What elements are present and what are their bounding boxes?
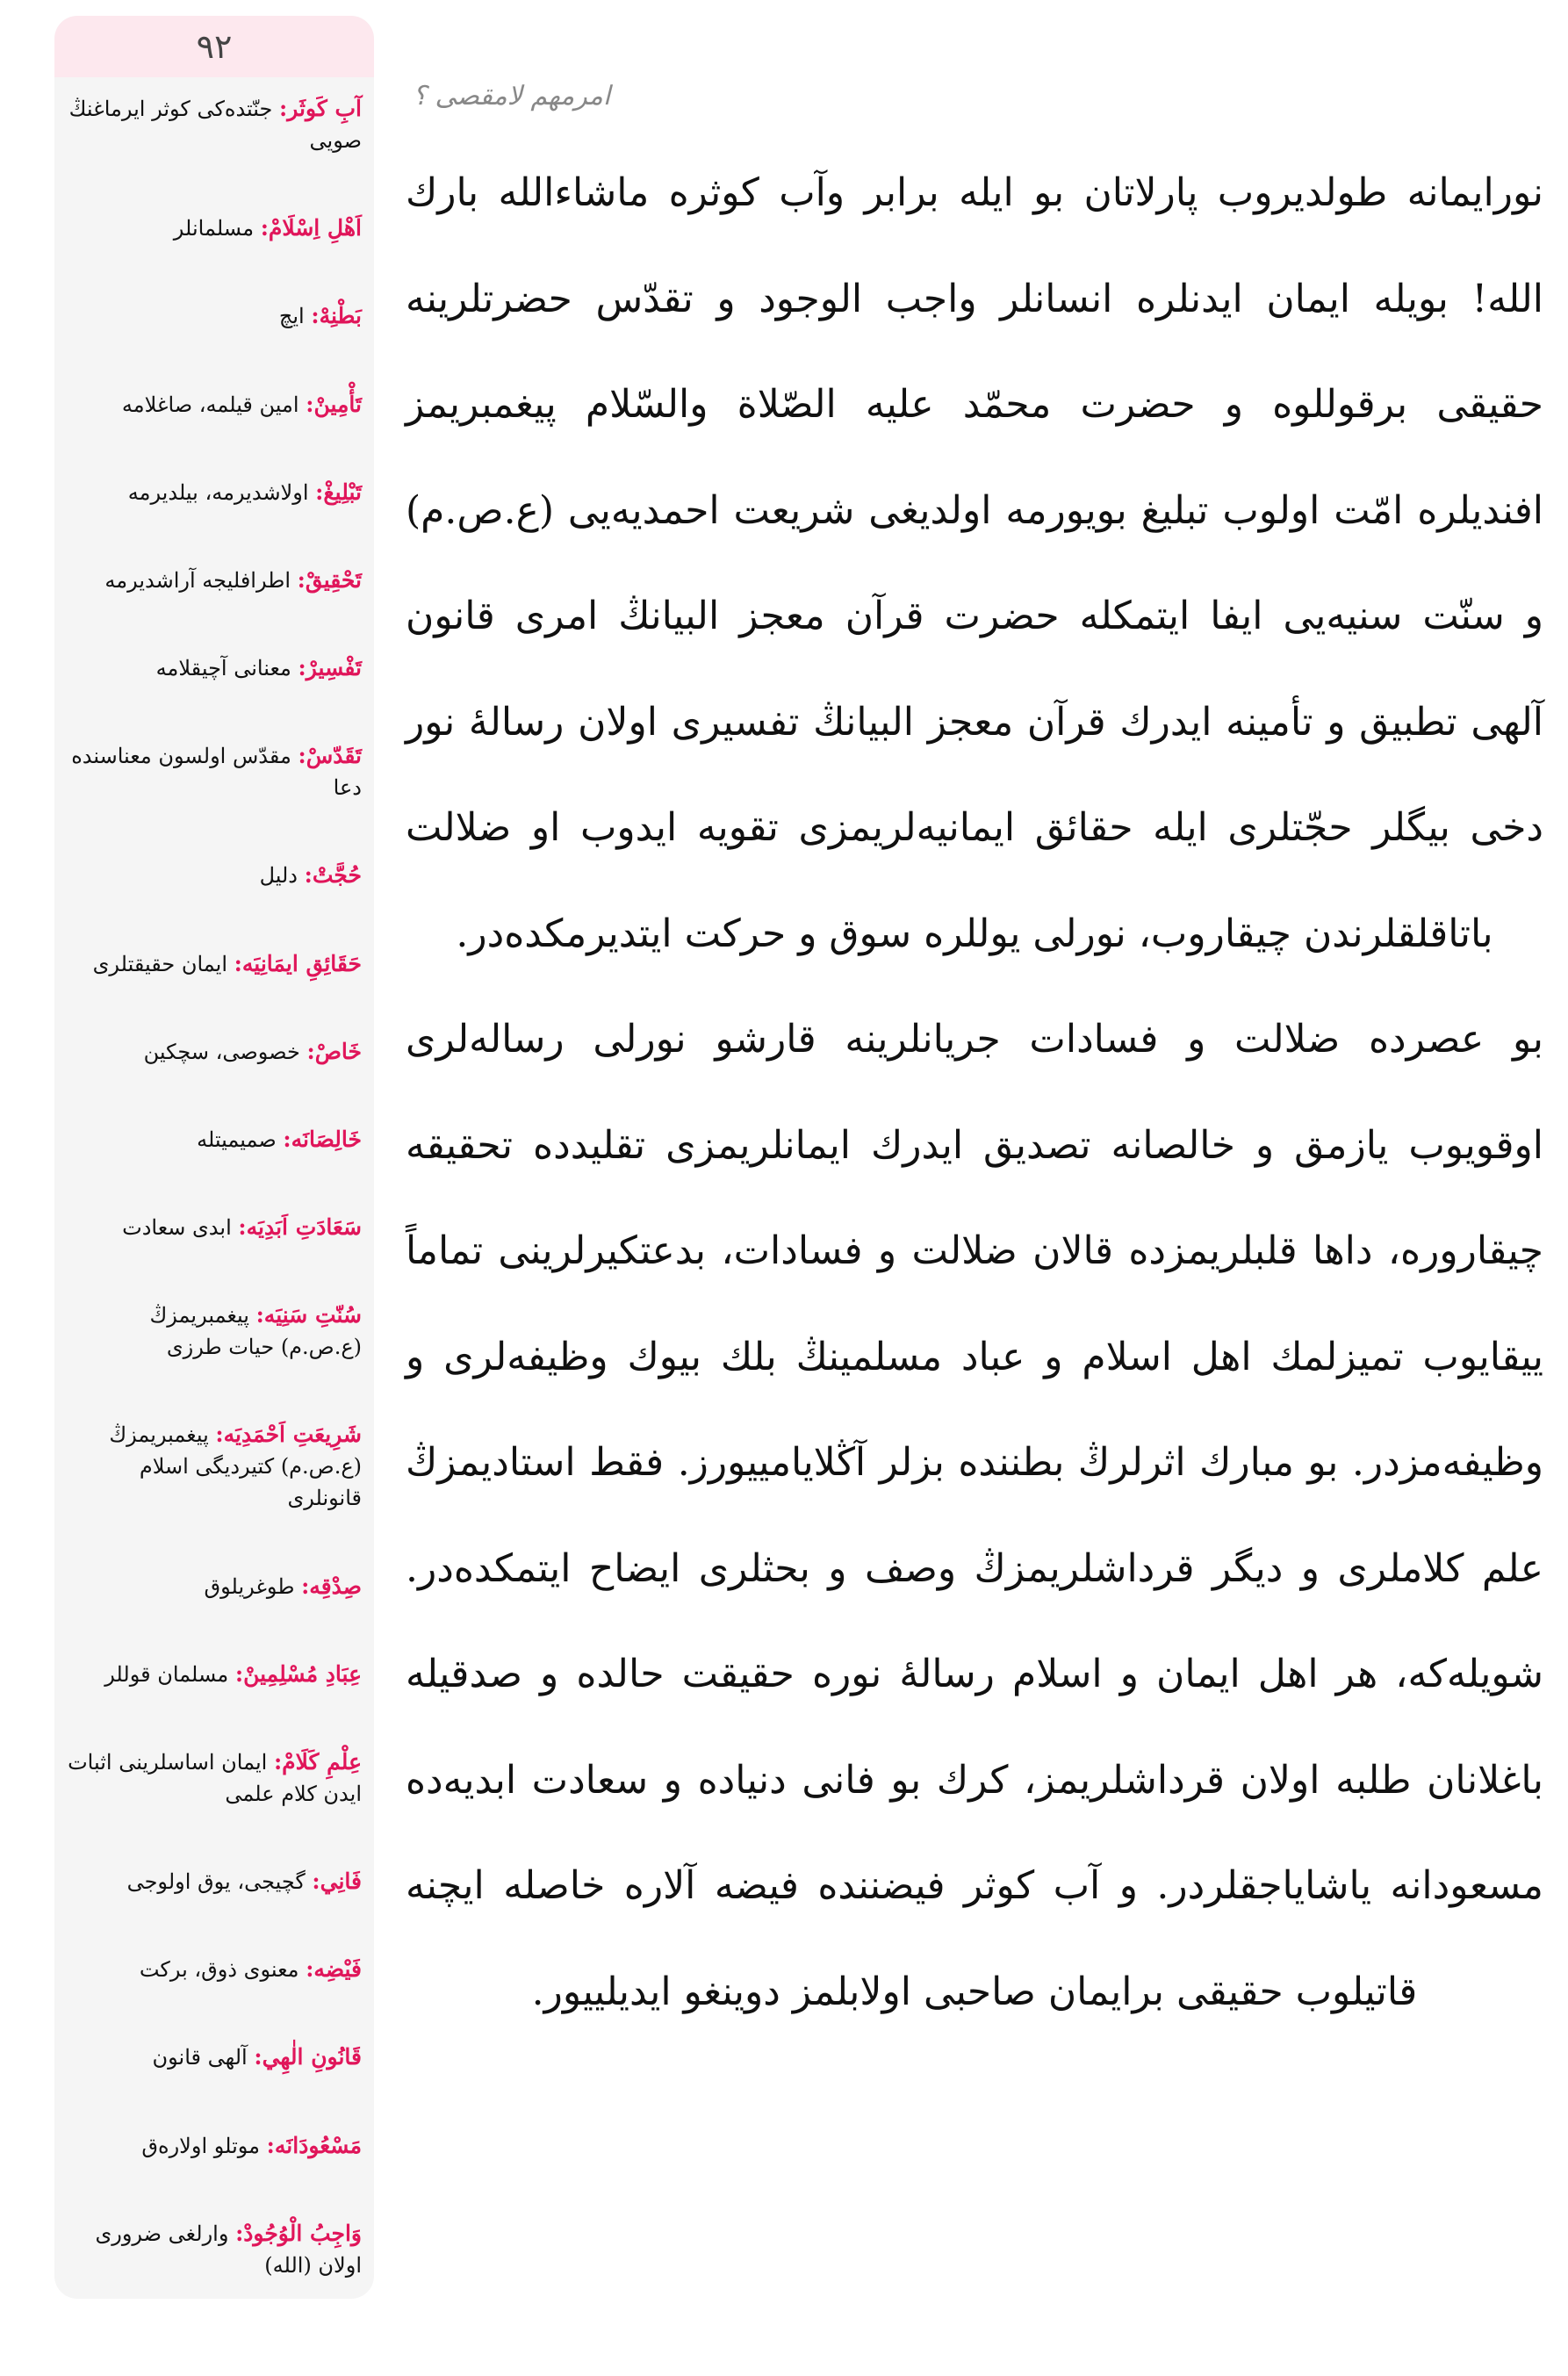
- glossary-definition: ابدی سعادت: [122, 1215, 232, 1241]
- glossary-definition: صمیمیتله: [197, 1127, 277, 1152]
- glossary-definition: وارلغی ضروری اولان (الله): [95, 2221, 362, 2278]
- page-number-box: [54, 16, 374, 77]
- paragraph: بو عصرده ضلالت و فسادات جریانلرینه قارشو نورلی رساله‌لری اوقویوب یازمق و خالصانه تصدیق ایدرك ایمانلریمزی تقلیدده تحقیقه چیقاروره، داها قلبلریمزده قالان ضلالت و فسادات، بدعتکیرلرینی تماماً ییقایوب تمیزلمك اهل اسلام و عباد مسلمینڭ بلك بیوك وظیفه‌لری و وظیفه‌مزدر. بو مبارك اثرلرڭ بطننده بزلر آڭلایامییورز. فقط استادیمزڭ علم کلاملری و دیگر قرداشلریمزڭ وصف و بحثلری ایضاح ایتمکده‌در. شویله‌که، هر اهل ایمان و اسلام رسالهٔ نوره حقیقت حالده و صدقیله باغلانان طلبه اولان قرداشلریمز، کرك بو فانی دنیاده و سعادت ابدیه‌ده مسعودانه یاشایاجقلردر. و آب کوثر فیضننده فیضه آلاره خاصله ایچنه قاتیلوب حقیقی برایمان صاحبی اولابلمز دوینغو ایدیلییور.: [406, 1017, 1543, 2014]
- glossary-entry: [67, 2218, 362, 2281]
- glossary-entry: [67, 948, 362, 980]
- glossary-term: حَقَائِقِ ايمَانِيَه:: [234, 950, 362, 976]
- glossary-definition: معنوی ذوق، برکت: [139, 1957, 299, 1983]
- page-number: ٩٢: [196, 27, 233, 66]
- section-heading: امرمهم لامقصی ؟: [413, 81, 611, 112]
- glossary-definition: گچیجی، یوق اولوجی: [126, 1869, 306, 1895]
- glossary-definition: ایچ: [278, 304, 305, 329]
- glossary-entry: [67, 740, 362, 803]
- glossary-definition: معنانی آچیقلامه: [155, 656, 291, 681]
- glossary-definition: موتلو اولاره‌ق: [141, 2133, 261, 2158]
- glossary-term: آبِ کَوثَر:: [279, 96, 362, 121]
- glossary-definition: پیغمبریمزڭ (ع.ص.م) کتیردیگی اسلام قانونلری: [109, 1422, 362, 1511]
- glossary-term: سَعَادَتِ اَبَدِيَه:: [238, 1214, 362, 1241]
- glossary-term: وَاجِبُ الْوُجُودْ:: [235, 2220, 362, 2246]
- glossary-entry: [67, 1419, 362, 1514]
- glossary-entry: [67, 2130, 362, 2162]
- glossary-term: شَرِيعَتِ اَحْمَدِيَه:: [215, 1422, 362, 1448]
- glossary-definition: اطرافلیجه آراشدیرمه: [104, 567, 291, 593]
- glossary-definition: مسلمانلر: [173, 216, 255, 241]
- glossary-term: تَفْسِيرْ:: [298, 655, 362, 681]
- glossary-term: فَانِي:: [312, 1868, 362, 1895]
- glossary-definition: امین قیلمه، صاغلامه: [121, 392, 299, 417]
- glossary-term: خَاصْ:: [306, 1038, 362, 1064]
- glossary-list: [67, 93, 362, 2281]
- glossary-term: فَيْضِه:: [306, 1956, 362, 1983]
- glossary-entry: [67, 1124, 362, 1156]
- glossary-term: عِبَادِ مُسْلِمِينْ:: [234, 1660, 362, 1687]
- glossary-entry: [67, 652, 362, 684]
- glossary-entry: [67, 565, 362, 596]
- glossary-definition: ایمان اساسلرینی اثبات ایدن کلام علمی: [68, 1749, 362, 1806]
- paragraph: نورایمانه‌ طولدیروب پارلاتان بو ایله برابر وآب کوثره ماشاءالله بارك الله! بویله ایمان ایدنلره انسانلر واجب الوجود و تقدّس حضرتلرینه حقیقی برقوللوه و حضرت محمّد علیه الصّلاة والسّلام پیغمبریمز افندیلره امّت اولوب تبلیغ بویورمه اولدیغی شریعت احمدیه‌یی (ع.ص.م) و سنّت سنیه‌یی ایفا ایتمکله حضرت قرآن معجز البیانڭ امری قانون آلهی تطبیق و تأمینه ایدرك قرآن معجز البیانڭ تفسیری اولان رسالهٔ نور دخی بیگلر حجّتلری ایله حقائق ایمانیه‌لریمزی تقویه ایدوب او ضلالت باتاقلقلرندن چیقاروب، نورلی یوللره سوق و حرکت ایتدیرمکده‌در.: [406, 170, 1543, 956]
- glossary-term: حُجَّتْ:: [304, 862, 362, 889]
- glossary-entry: [67, 1866, 362, 1897]
- glossary-definition: دلیل: [259, 863, 298, 889]
- glossary-definition: جنّتده‌کی کوثر ایرماغنڭ صویی: [68, 97, 362, 153]
- glossary-term: تَحْقِيقْ:: [297, 566, 362, 593]
- glossary-term: تَبْلِيغْ:: [315, 479, 362, 505]
- glossary-entry: [67, 1571, 362, 1602]
- glossary-term: صِدْقِه:: [301, 1573, 362, 1599]
- glossary-term: بَطْنِهْ:: [311, 303, 362, 329]
- glossary-entry: [67, 93, 362, 156]
- glossary-entry: [67, 300, 362, 332]
- glossary-definition: مقدّس اولسون معناسنده دعا: [71, 744, 362, 801]
- glossary-term: عِلْمِ كَلَامْ:: [273, 1748, 362, 1775]
- glossary-entry: [67, 1659, 362, 1690]
- glossary-entry: [67, 477, 362, 508]
- glossary-definition: مسلمان قوللر: [104, 1661, 229, 1687]
- glossary-term: تَقَدّسْ:: [298, 743, 362, 769]
- main-text: [406, 140, 1543, 2045]
- glossary-entry: [67, 1300, 362, 1363]
- glossary-entry: [67, 2041, 362, 2073]
- glossary-term: خَالِصَانَه:: [283, 1126, 362, 1152]
- glossary-sidebar: [54, 16, 374, 2299]
- glossary-entry: [67, 860, 362, 891]
- glossary-definition: طوغریلوق: [204, 1573, 295, 1599]
- glossary-term: قَانُونِ الٰهِي:: [254, 2044, 362, 2070]
- glossary-definition: پیغمبریمزڭ (ع.ص.م) حیات طرزی: [149, 1303, 362, 1360]
- glossary-entry: [67, 1746, 362, 1810]
- glossary-definition: اولاشدیرمه، بیلدیرمه: [127, 479, 309, 505]
- glossary-entry: [67, 1212, 362, 1243]
- glossary-definition: ایمان حقیقتلری: [92, 951, 228, 976]
- glossary-entry: [67, 389, 362, 421]
- glossary-definition: آلهی قانون: [152, 2045, 248, 2070]
- glossary-entry: [67, 1954, 362, 1985]
- glossary-definition: خصوصی، سچکین: [143, 1039, 300, 1064]
- glossary-term: مَسْعُودَانَه:: [266, 2132, 362, 2158]
- glossary-term: اَهْلِ اِسْلَامْ:: [260, 215, 362, 241]
- glossary-term: سُنّتِ سَنِيَه:: [255, 1302, 362, 1328]
- glossary-entry: [67, 1036, 362, 1068]
- glossary-entry: [67, 212, 362, 244]
- glossary-term: تَأْمِينْ:: [306, 391, 362, 417]
